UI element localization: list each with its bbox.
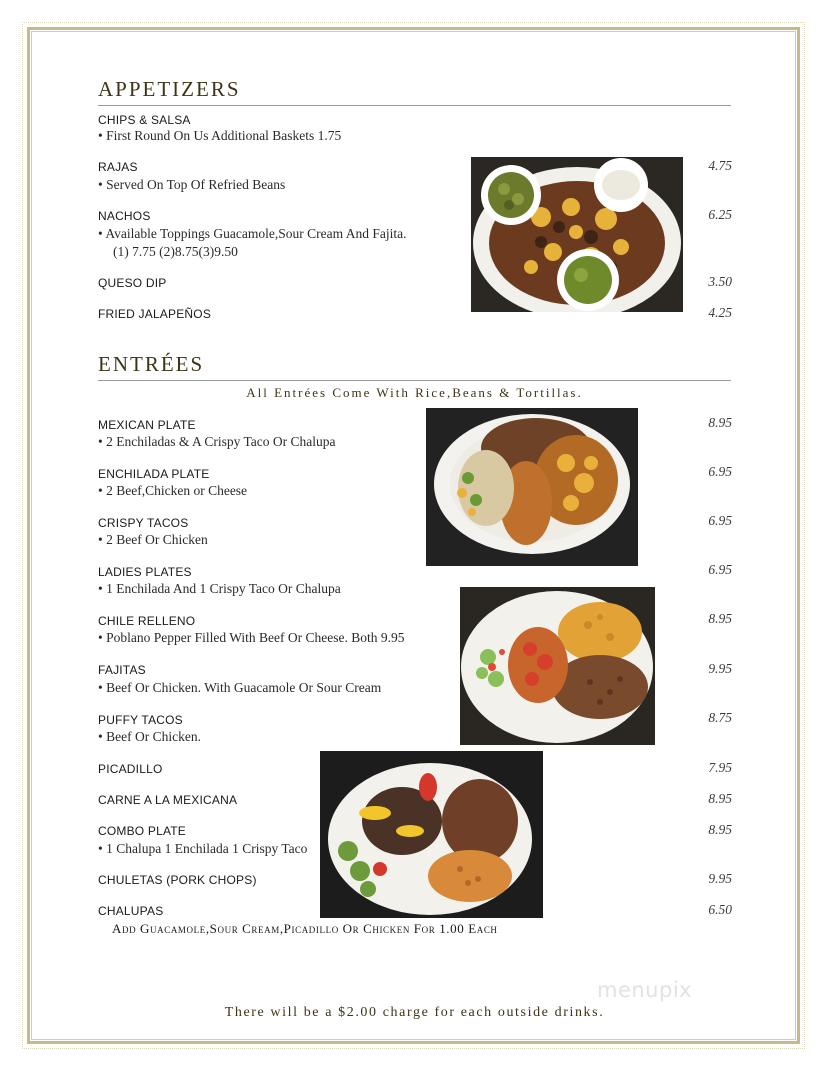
item-name: QUESO DIP [98,276,167,290]
item-name: CARNE A LA MEXICANA [98,793,238,807]
item-price: 8.95 [708,415,732,430]
item-name: RAJAS [98,160,138,174]
item-price: 8.95 [708,822,732,837]
item-desc: • Served On Top Of Refried Beans [98,177,286,192]
item-name: PUFFY TACOS [98,713,183,727]
item-desc: • First Round On Us Additional Baskets 1.75 [98,128,342,143]
item-name: LADIES PLATES [98,565,192,579]
item-name: CHULETAS (PORK CHOPS) [98,873,257,887]
item-desc: • Beef Or Chicken. [98,729,201,744]
entrees-title: ENTRÉES [98,352,205,376]
appetizers-title: APPETIZERS [98,77,241,101]
item-name: NACHOS [98,209,151,223]
item-name: CRISPY TACOS [98,516,189,530]
item-price: 6.95 [708,464,732,479]
item-name: CHIPS & SALSA [98,113,191,127]
item-price: 8.75 [708,710,732,725]
item-price: 6.25 [708,207,732,222]
item-desc: • Poblano Pepper Filled With Beef Or Cheese. Both 9.95 [98,630,405,645]
item-price: 6.95 [708,562,732,577]
item-desc: • 2 Beef Or Chicken [98,532,208,547]
item-name: ENCHILADA PLATE [98,467,210,481]
item-price: 6.95 [708,513,732,528]
item-name: FRIED JALAPEÑOS [98,307,212,321]
item-price: 9.95 [708,871,732,886]
nachos-photo [471,157,683,312]
item-name: CHALUPAS [98,904,164,918]
item-desc: • 1 Enchilada And 1 Crispy Taco Or Chalupa [98,581,341,596]
item-name: CHILE RELLENO [98,614,196,628]
item-name: COMBO PLATE [98,824,186,838]
item-price: 7.95 [708,760,732,775]
item-price: 4.75 [708,158,732,173]
item-price: 3.50 [708,274,732,289]
item-name: MEXICAN PLATE [98,418,196,432]
item-desc: • Available Toppings Guacamole,Sour Cream And Fajita. [98,226,407,241]
entrees-rule [98,380,731,381]
item-desc: • 2 Enchiladas & A Crispy Taco Or Chalupa [98,434,336,449]
appetizers-rule [98,105,731,106]
item-name: PICADILLO [98,762,163,776]
menupix-watermark: menupix [597,978,693,1002]
addon-note: Add Guacamole,Sour Cream,Picadillo Or Chicken For 1.00 Each [112,921,498,936]
mexican-plate-photo [426,408,638,566]
item-price: 4.25 [708,305,732,320]
item-price: 8.95 [708,611,732,626]
combo-plate-photo [320,751,543,918]
footer-note: There will be a $2.00 charge for each outside drinks. [224,1005,605,1020]
item-desc: • Beef Or Chicken. With Guacamole Or Sour Cream [98,680,382,695]
item-desc: • 1 Chalupa 1 Enchilada 1 Crispy Taco [98,841,308,856]
chile-relleno-photo [460,587,655,745]
item-price: 8.95 [708,791,732,806]
item-desc-options: (1) 7.75 (2)8.75(3)9.50 [113,244,238,259]
item-price: 6.50 [708,902,732,917]
item-desc: • 2 Beef,Chicken or Cheese [98,483,248,498]
entrees-subtitle: All Entrées Come With Rice,Beans & Tortillas. [246,385,583,400]
item-price: 9.95 [708,661,732,676]
item-name: FAJITAS [98,663,146,677]
